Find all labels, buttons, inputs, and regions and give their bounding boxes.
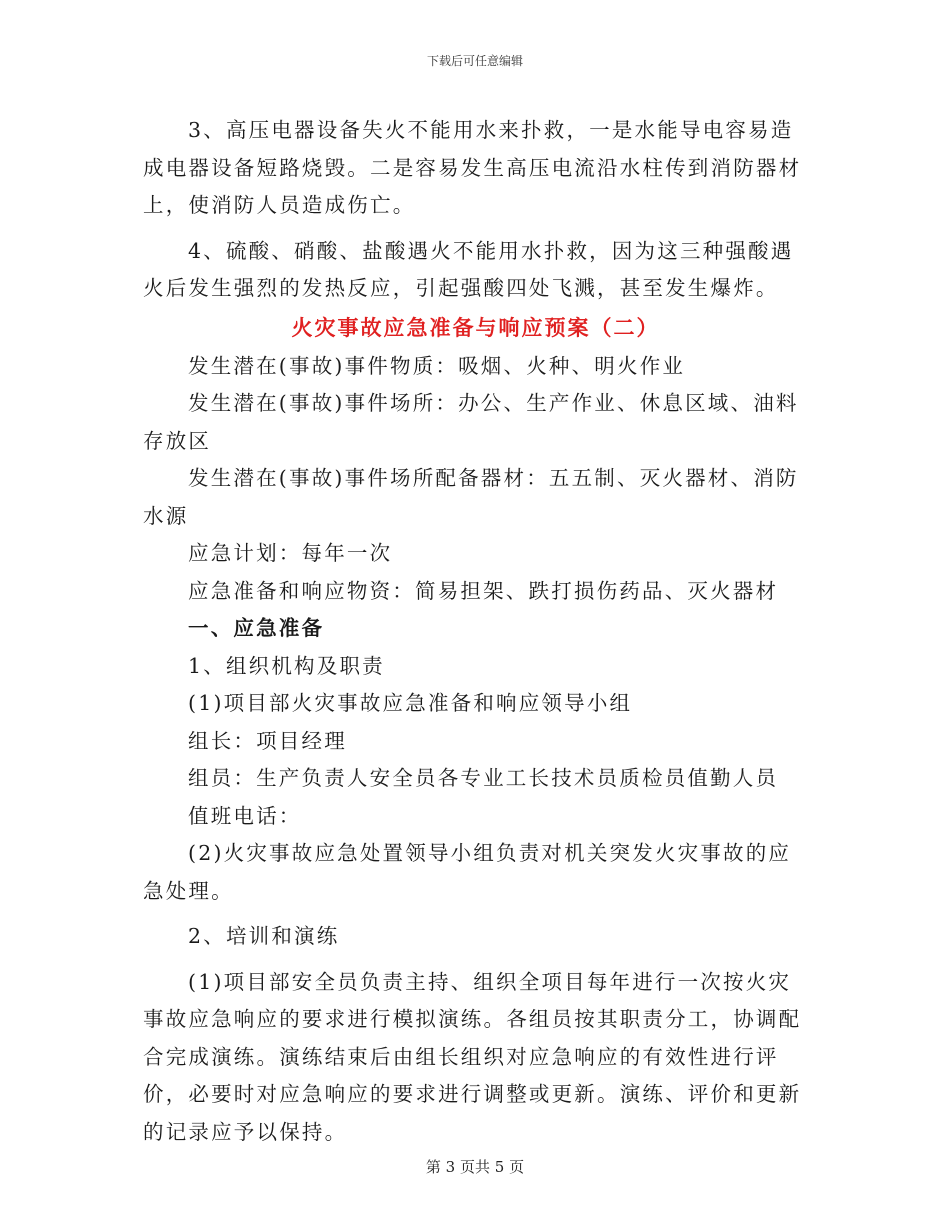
hazard-equipment: 发生潜在(事故)事件场所配备器材：五五制、灭火器材、消防水源	[143, 466, 799, 528]
leadership-group: (1)项目部火灾事故应急准备和响应领导小组	[188, 691, 633, 715]
training-paragraph: (1)项目部安全员负责主持、组织全项目每年进行一次按火灾事故应急响应的要求进行模拟演练。各组员按其职责分工，协调配合完成演练。演练结束后由组长组织对应急响应的有效性进行评价，必要时对应急响应的要求进行调整或更新。演练、评价和更新的记录应予以保持。	[143, 969, 802, 1144]
leadership-duty: (2)火灾事故应急处置领导小组负责对机关突发火灾事故的应急处理。	[143, 841, 792, 903]
heading-training: 2、培训和演练	[188, 924, 340, 948]
emergency-plan: 应急计划：每年一次	[188, 541, 393, 565]
duty-phone: 值班电话：	[188, 803, 302, 828]
group-leader: 组长：项目经理	[188, 728, 347, 753]
paragraph-strong-acid: 4、硫酸、硝酸、盐酸遇火不能用水扑救，因为这三种强酸遇火后发生强烈的发热反应，引起强酸四处飞溅，甚至发生爆炸。	[143, 238, 794, 300]
hazard-locations: 发生潜在(事故)事件场所：办公、生产作业、休息区域、油料存放区	[143, 391, 799, 453]
document-body	[143, 112, 808, 1151]
page-footer: 第 3 页共 5 页	[425, 1158, 525, 1176]
section-title: 火灾事故应急准备与响应预案（二）	[291, 314, 660, 340]
hazard-substances: 发生潜在(事故)事件物质：吸烟、火种、明火作业	[188, 353, 686, 378]
group-members: 组员：生产负责人安全员各专业工长技术员质检员值勤人员	[188, 766, 779, 790]
heading-emergency-preparation: 一、应急准备	[188, 616, 325, 640]
page-header: 下载后可任意编辑	[426, 54, 523, 68]
heading-organization: 1、组织机构及职责	[188, 653, 385, 678]
paragraph-high-voltage: 3、高压电器设备失火不能用水来扑救，一是水能导电容易造成电器设备短路烧毁。二是容易发生高压电流沿水柱传到消防器材上，使消防人员造成伤亡。	[143, 118, 802, 217]
emergency-supplies: 应急准备和响应物资：简易担架、跌打损伤药品、灭火器材	[188, 578, 779, 603]
